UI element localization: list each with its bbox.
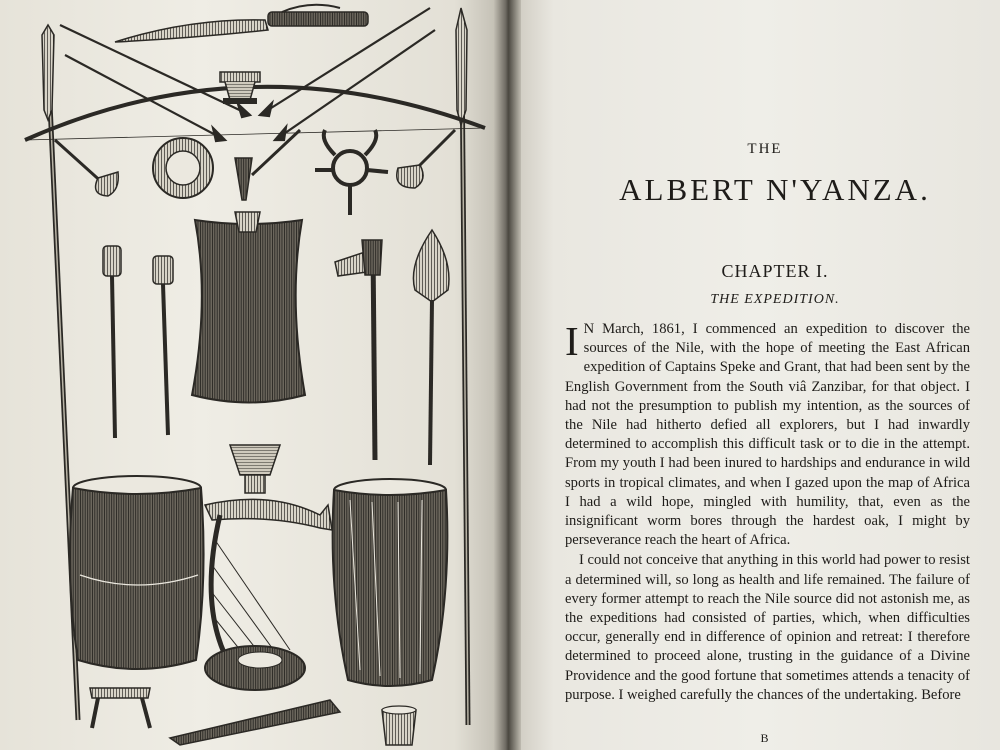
chapter-title: THE EXPEDITION.	[710, 292, 840, 307]
horned-bracelet	[315, 130, 388, 215]
ring-ornament	[153, 138, 213, 198]
paragraph-1	[565, 320, 970, 550]
carved-club	[170, 700, 340, 745]
paragraph-1-text: N March, 1861, I commenced an expedition to discover the sources of the Nile, with the hope of meeting the East African expedition of Captains Speke and Grant, that had been sent by the English Government from the South viâ Zanzibar, for that object. I had not the presumption to publish my intention, as the sources of the Nile had hitherto defied all explorers, but I had inwardly determined to accomplish this difficult task or to die in the attempt. From my youth I had been inured to hardships and endurance in wild sports in tropical climates, and when I gazed upon the map of Africa I had a wild hope, mingled with humility, that, even as the insignificant worm bores through the hardest oak, I might by perseverance reach the heart of Africa.	[565, 321, 970, 549]
paragraph-2: I could not conceive that anything in this world had power to resist a determined will, so long as health and life remained. The failure of every former attempt to reach the Nile source did not astonish me, as the expeditions had consisted of parties, which, when difficulties occur, generally end in difference of opinion and retreat: I therefore determined to proceed alone, trusting in the guidance of a Divine Providence and the good fortune that sometimes attends a tenacity of purpose. I weighed carefully the chances of the undertaking. Before	[565, 552, 970, 703]
signature-mark: B	[760, 731, 770, 745]
small-stool-bottom	[90, 688, 150, 728]
small-cup	[382, 706, 416, 745]
bow	[25, 87, 485, 140]
sword	[115, 5, 368, 42]
drop-cap: I	[565, 318, 579, 364]
horn-trumpet	[205, 499, 332, 530]
hide-shield	[192, 212, 305, 403]
drum-left	[70, 476, 204, 669]
title-page-text	[555, 0, 975, 750]
drum-right	[333, 479, 448, 686]
basket-cup	[230, 445, 280, 493]
bow-string	[25, 128, 485, 140]
engraving-plate	[20, 0, 490, 750]
clubs	[103, 246, 173, 438]
book-title-prefix: THE	[747, 141, 783, 157]
right-spear	[456, 8, 468, 725]
broad-spearhead	[413, 230, 449, 465]
small-stool-top	[220, 72, 260, 104]
pipes	[55, 130, 455, 200]
harp	[205, 515, 305, 690]
chapter-number: CHAPTER I.	[721, 261, 829, 281]
axe	[335, 240, 382, 460]
book-title: ALBERT N'YANZA.	[619, 172, 931, 207]
book-gutter	[493, 0, 521, 750]
chapter-body	[565, 320, 970, 705]
